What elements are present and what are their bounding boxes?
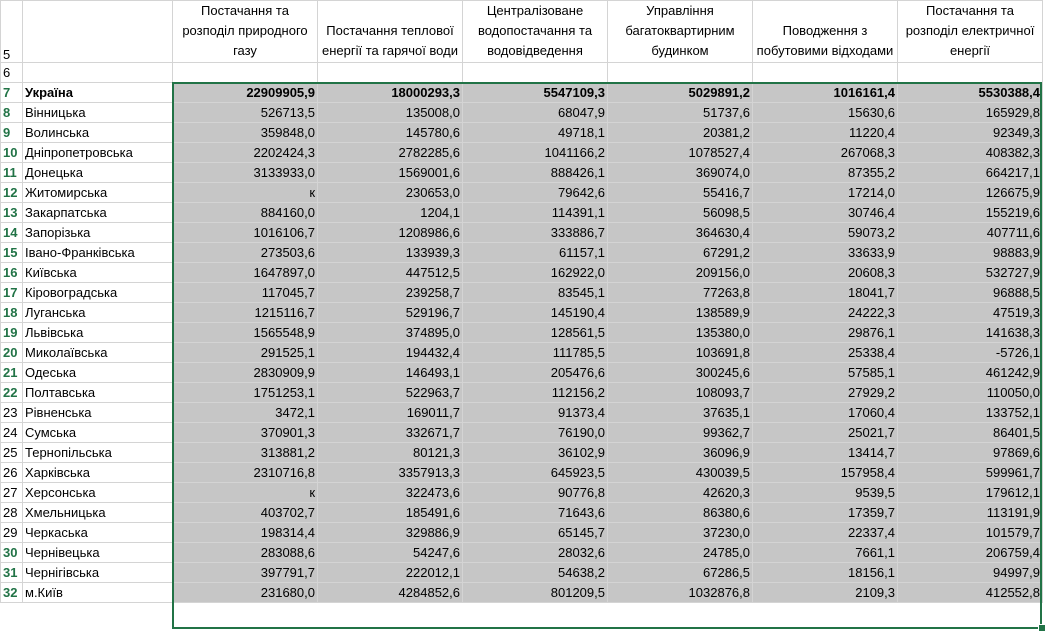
total-row: [1, 83, 1043, 103]
table-row: [1, 543, 1043, 563]
value-cell[interactable]: 888426,1: [463, 163, 608, 183]
value-cell[interactable]: 29876,1: [753, 323, 898, 343]
value-cell[interactable]: 80121,3: [318, 443, 463, 463]
table-row: [1, 143, 1043, 163]
value-cell[interactable]: 37635,1: [608, 403, 753, 423]
table-row: [1, 123, 1043, 143]
row-number[interactable]: 30: [1, 543, 23, 563]
value-cell[interactable]: к: [173, 183, 318, 203]
value-cell[interactable]: 108093,7: [608, 383, 753, 403]
value-cell[interactable]: 169011,7: [318, 403, 463, 423]
value-cell[interactable]: 3357913,3: [318, 463, 463, 483]
value-cell[interactable]: 239258,7: [318, 283, 463, 303]
value-cell[interactable]: 165929,8: [898, 103, 1043, 123]
value-cell[interactable]: 179612,1: [898, 483, 1043, 503]
value-cell[interactable]: 49718,1: [463, 123, 608, 143]
value-cell[interactable]: 332671,7: [318, 423, 463, 443]
value-cell[interactable]: 36102,9: [463, 443, 608, 463]
value-cell[interactable]: 2310716,8: [173, 463, 318, 483]
value-cell[interactable]: 2830909,9: [173, 363, 318, 383]
row-number[interactable]: 6: [1, 63, 23, 83]
value-cell[interactable]: 87355,2: [753, 163, 898, 183]
cell[interactable]: [23, 63, 173, 83]
value-cell[interactable]: 1569001,6: [318, 163, 463, 183]
value-cell[interactable]: 801209,5: [463, 583, 608, 603]
value-cell[interactable]: 222012,1: [318, 563, 463, 583]
table-row: [1, 243, 1043, 263]
value-cell[interactable]: 2109,3: [753, 583, 898, 603]
row-number[interactable]: 16: [1, 263, 23, 283]
value-cell[interactable]: 1215116,7: [173, 303, 318, 323]
value-cell[interactable]: 96888,5: [898, 283, 1043, 303]
value-cell[interactable]: 267068,3: [753, 143, 898, 163]
value-cell[interactable]: 71643,6: [463, 503, 608, 523]
region-name-cell[interactable]: Харківська: [23, 463, 173, 483]
row-number[interactable]: 23: [1, 403, 23, 423]
cell[interactable]: [23, 1, 173, 63]
value-cell[interactable]: 447512,5: [318, 263, 463, 283]
value-cell[interactable]: 18000293,3: [318, 83, 463, 103]
region-name-cell[interactable]: Сумська: [23, 423, 173, 443]
table-row: [1, 203, 1043, 223]
value-cell[interactable]: 55416,7: [608, 183, 753, 203]
value-cell[interactable]: 162922,0: [463, 263, 608, 283]
table-row: [1, 383, 1043, 403]
value-cell[interactable]: 529196,7: [318, 303, 463, 323]
table-row: [1, 323, 1043, 343]
value-cell[interactable]: 141638,3: [898, 323, 1043, 343]
row-number[interactable]: 15: [1, 243, 23, 263]
value-cell[interactable]: 133752,1: [898, 403, 1043, 423]
column-header-cell[interactable]: Постачання та розподіл природного газу: [173, 1, 318, 63]
value-cell[interactable]: 145190,4: [463, 303, 608, 323]
row-number[interactable]: 7: [1, 83, 23, 103]
table-row: [1, 563, 1043, 583]
region-name-cell[interactable]: Житомирська: [23, 183, 173, 203]
value-cell[interactable]: 98883,9: [898, 243, 1043, 263]
row-number[interactable]: 27: [1, 483, 23, 503]
table-row: [1, 163, 1043, 183]
cell[interactable]: [753, 63, 898, 83]
value-cell[interactable]: 1032876,8: [608, 583, 753, 603]
row-number[interactable]: 10: [1, 143, 23, 163]
value-cell[interactable]: 33633,9: [753, 243, 898, 263]
region-name-cell[interactable]: Вінницька: [23, 103, 173, 123]
value-cell[interactable]: 291525,1: [173, 343, 318, 363]
row-number[interactable]: 22: [1, 383, 23, 403]
table-row: [1, 583, 1043, 603]
row-number[interactable]: 8: [1, 103, 23, 123]
table-row: [1, 263, 1043, 283]
value-cell[interactable]: 135380,0: [608, 323, 753, 343]
value-cell[interactable]: 532727,9: [898, 263, 1043, 283]
table-row: [1, 183, 1043, 203]
value-cell[interactable]: 22337,4: [753, 523, 898, 543]
value-cell[interactable]: 5530388,4: [898, 83, 1043, 103]
region-name-cell[interactable]: Запорізька: [23, 223, 173, 243]
row-number[interactable]: 17: [1, 283, 23, 303]
value-cell[interactable]: 67286,5: [608, 563, 753, 583]
cell[interactable]: [898, 63, 1043, 83]
column-header-cell[interactable]: Постачання теплової енергії та гарячої води: [318, 1, 463, 63]
value-cell[interactable]: 231680,0: [173, 583, 318, 603]
value-cell[interactable]: 11220,4: [753, 123, 898, 143]
value-cell[interactable]: 364630,4: [608, 223, 753, 243]
value-cell[interactable]: 28032,6: [463, 543, 608, 563]
row-number[interactable]: 11: [1, 163, 23, 183]
value-cell[interactable]: 333886,7: [463, 223, 608, 243]
value-cell[interactable]: 117045,7: [173, 283, 318, 303]
value-cell[interactable]: 461242,9: [898, 363, 1043, 383]
table-row: [1, 223, 1043, 243]
region-name-cell[interactable]: Полтавська: [23, 383, 173, 403]
value-cell[interactable]: 17214,0: [753, 183, 898, 203]
value-cell[interactable]: 103691,8: [608, 343, 753, 363]
value-cell[interactable]: 205476,6: [463, 363, 608, 383]
value-cell[interactable]: 56098,5: [608, 203, 753, 223]
value-cell[interactable]: 185491,6: [318, 503, 463, 523]
value-cell[interactable]: 157958,4: [753, 463, 898, 483]
table-row: [1, 283, 1043, 303]
value-cell[interactable]: 51737,6: [608, 103, 753, 123]
value-cell[interactable]: 79642,6: [463, 183, 608, 203]
value-cell[interactable]: 59073,2: [753, 223, 898, 243]
value-cell[interactable]: 3472,1: [173, 403, 318, 423]
region-name-cell[interactable]: Чернівецька: [23, 543, 173, 563]
value-cell[interactable]: 57585,1: [753, 363, 898, 383]
value-cell[interactable]: 86380,6: [608, 503, 753, 523]
value-cell[interactable]: 4284852,6: [318, 583, 463, 603]
value-cell[interactable]: 522963,7: [318, 383, 463, 403]
table-row: [1, 343, 1043, 363]
value-cell[interactable]: 1565548,9: [173, 323, 318, 343]
value-cell[interactable]: 114391,1: [463, 203, 608, 223]
region-name-cell[interactable]: Кіровоградська: [23, 283, 173, 303]
value-cell[interactable]: 99362,7: [608, 423, 753, 443]
table-row: [1, 403, 1043, 423]
value-cell[interactable]: 9539,5: [753, 483, 898, 503]
value-cell[interactable]: 42620,3: [608, 483, 753, 503]
value-cell[interactable]: 86401,5: [898, 423, 1043, 443]
value-cell[interactable]: 408382,3: [898, 143, 1043, 163]
value-cell[interactable]: 94997,9: [898, 563, 1043, 583]
region-name-cell[interactable]: м.Київ: [23, 583, 173, 603]
region-name-cell[interactable]: Херсонська: [23, 483, 173, 503]
value-cell[interactable]: 1208986,6: [318, 223, 463, 243]
value-cell[interactable]: 3133933,0: [173, 163, 318, 183]
value-cell[interactable]: 101579,7: [898, 523, 1043, 543]
value-cell[interactable]: 54638,2: [463, 563, 608, 583]
value-cell[interactable]: 126675,9: [898, 183, 1043, 203]
row-number[interactable]: 9: [1, 123, 23, 143]
value-cell[interactable]: 374895,0: [318, 323, 463, 343]
value-cell[interactable]: 430039,5: [608, 463, 753, 483]
row-number[interactable]: 13: [1, 203, 23, 223]
value-cell[interactable]: 209156,0: [608, 263, 753, 283]
row-number[interactable]: 14: [1, 223, 23, 243]
value-cell[interactable]: 359848,0: [173, 123, 318, 143]
row-number[interactable]: 18: [1, 303, 23, 323]
value-cell[interactable]: 111785,5: [463, 343, 608, 363]
row-number[interactable]: 19: [1, 323, 23, 343]
value-cell[interactable]: 7661,1: [753, 543, 898, 563]
row-number[interactable]: 32: [1, 583, 23, 603]
region-name-cell[interactable]: Одеська: [23, 363, 173, 383]
table-row: [1, 503, 1043, 523]
value-cell[interactable]: 645923,5: [463, 463, 608, 483]
value-cell[interactable]: 664217,1: [898, 163, 1043, 183]
value-cell[interactable]: 369074,0: [608, 163, 753, 183]
value-cell[interactable]: 273503,6: [173, 243, 318, 263]
table-row: [1, 423, 1043, 443]
region-name-cell[interactable]: Івано-Франківська: [23, 243, 173, 263]
value-cell[interactable]: 1016106,7: [173, 223, 318, 243]
value-cell[interactable]: 198314,4: [173, 523, 318, 543]
value-cell[interactable]: 884160,0: [173, 203, 318, 223]
value-cell[interactable]: 407711,6: [898, 223, 1043, 243]
table-row: [1, 523, 1043, 543]
value-cell[interactable]: 18041,7: [753, 283, 898, 303]
value-cell[interactable]: 2782285,6: [318, 143, 463, 163]
value-cell[interactable]: 1016161,4: [753, 83, 898, 103]
value-cell[interactable]: 92349,3: [898, 123, 1043, 143]
region-name-cell[interactable]: Закарпатська: [23, 203, 173, 223]
row-number[interactable]: 31: [1, 563, 23, 583]
value-cell[interactable]: 133939,3: [318, 243, 463, 263]
value-cell[interactable]: 1204,1: [318, 203, 463, 223]
value-cell[interactable]: 27929,2: [753, 383, 898, 403]
value-cell[interactable]: 17060,4: [753, 403, 898, 423]
value-cell[interactable]: 25338,4: [753, 343, 898, 363]
region-name-cell[interactable]: Хмельницька: [23, 503, 173, 523]
value-cell[interactable]: 13414,7: [753, 443, 898, 463]
value-cell[interactable]: 17359,7: [753, 503, 898, 523]
value-cell[interactable]: 36096,9: [608, 443, 753, 463]
table-row: [1, 303, 1043, 323]
value-cell[interactable]: 97869,6: [898, 443, 1043, 463]
row-number[interactable]: 5: [1, 1, 23, 63]
cell[interactable]: [318, 63, 463, 83]
value-cell[interactable]: 47519,3: [898, 303, 1043, 323]
region-name-cell[interactable]: Черкаська: [23, 523, 173, 543]
value-cell[interactable]: 112156,2: [463, 383, 608, 403]
table-row: [1, 483, 1043, 503]
value-cell[interactable]: 300245,6: [608, 363, 753, 383]
value-cell[interactable]: 412552,8: [898, 583, 1043, 603]
value-cell[interactable]: 194432,4: [318, 343, 463, 363]
value-cell[interactable]: 313881,2: [173, 443, 318, 463]
region-name-cell[interactable]: Україна: [23, 83, 173, 103]
value-cell[interactable]: 5547109,3: [463, 83, 608, 103]
value-cell[interactable]: 91373,4: [463, 403, 608, 423]
value-cell[interactable]: 135008,0: [318, 103, 463, 123]
value-cell[interactable]: 329886,9: [318, 523, 463, 543]
row-number[interactable]: 12: [1, 183, 23, 203]
value-cell[interactable]: 83545,1: [463, 283, 608, 303]
value-cell[interactable]: 206759,4: [898, 543, 1043, 563]
region-name-cell[interactable]: Миколаївська: [23, 343, 173, 363]
row-number[interactable]: 21: [1, 363, 23, 383]
table-row: [1, 463, 1043, 483]
value-cell[interactable]: 599961,7: [898, 463, 1043, 483]
column-header-cell[interactable]: Управління багатоквартирним будинком: [608, 1, 753, 63]
cell[interactable]: [608, 63, 753, 83]
value-cell[interactable]: 1647897,0: [173, 263, 318, 283]
table-row: [1, 103, 1043, 123]
value-cell[interactable]: 90776,8: [463, 483, 608, 503]
column-header-cell[interactable]: Постачання та розподіл електричної енергії: [898, 1, 1043, 63]
value-cell[interactable]: 138589,9: [608, 303, 753, 323]
value-cell[interactable]: 65145,7: [463, 523, 608, 543]
value-cell[interactable]: 370901,3: [173, 423, 318, 443]
table-row: [1, 443, 1043, 463]
value-cell[interactable]: 113191,9: [898, 503, 1043, 523]
column-header-cell[interactable]: Поводження з побутовими відходами: [753, 1, 898, 63]
value-cell[interactable]: 37230,0: [608, 523, 753, 543]
value-cell[interactable]: 61157,1: [463, 243, 608, 263]
region-name-cell[interactable]: Київська: [23, 263, 173, 283]
value-cell[interactable]: 526713,5: [173, 103, 318, 123]
value-cell[interactable]: 22909905,9: [173, 83, 318, 103]
header-row: [1, 1, 1043, 63]
cell[interactable]: [463, 63, 608, 83]
value-cell[interactable]: 24222,3: [753, 303, 898, 323]
row-number[interactable]: 29: [1, 523, 23, 543]
region-name-cell[interactable]: Дніпропетровська: [23, 143, 173, 163]
value-cell[interactable]: -5726,1: [898, 343, 1043, 363]
value-cell[interactable]: 1041166,2: [463, 143, 608, 163]
value-cell[interactable]: к: [173, 483, 318, 503]
value-cell[interactable]: 76190,0: [463, 423, 608, 443]
value-cell[interactable]: 67291,2: [608, 243, 753, 263]
value-cell[interactable]: 322473,6: [318, 483, 463, 503]
value-cell[interactable]: 68047,9: [463, 103, 608, 123]
column-header-cell[interactable]: Централізоване водопостачання та водовідведення: [463, 1, 608, 63]
value-cell[interactable]: 18156,1: [753, 563, 898, 583]
row-number[interactable]: 26: [1, 463, 23, 483]
row-number[interactable]: 25: [1, 443, 23, 463]
value-cell[interactable]: 145780,6: [318, 123, 463, 143]
table-row: [1, 363, 1043, 383]
value-cell[interactable]: 146493,1: [318, 363, 463, 383]
region-name-cell[interactable]: Донецька: [23, 163, 173, 183]
value-cell[interactable]: 397791,7: [173, 563, 318, 583]
value-cell[interactable]: 20608,3: [753, 263, 898, 283]
value-cell[interactable]: 128561,5: [463, 323, 608, 343]
value-cell[interactable]: 230653,0: [318, 183, 463, 203]
value-cell[interactable]: 15630,6: [753, 103, 898, 123]
region-name-cell[interactable]: Чернігівська: [23, 563, 173, 583]
region-name-cell[interactable]: Рівненська: [23, 403, 173, 423]
value-cell[interactable]: 20381,2: [608, 123, 753, 143]
row-number[interactable]: 24: [1, 423, 23, 443]
value-cell[interactable]: 403702,7: [173, 503, 318, 523]
value-cell[interactable]: 77263,8: [608, 283, 753, 303]
value-cell[interactable]: 54247,6: [318, 543, 463, 563]
value-cell[interactable]: 155219,6: [898, 203, 1043, 223]
region-name-cell[interactable]: Львівська: [23, 323, 173, 343]
region-name-cell[interactable]: Тернопільська: [23, 443, 173, 463]
value-cell[interactable]: 24785,0: [608, 543, 753, 563]
value-cell[interactable]: 1751253,1: [173, 383, 318, 403]
value-cell[interactable]: 5029891,2: [608, 83, 753, 103]
value-cell[interactable]: 2202424,3: [173, 143, 318, 163]
cell[interactable]: [173, 63, 318, 83]
row-number[interactable]: 20: [1, 343, 23, 363]
value-cell[interactable]: 110050,0: [898, 383, 1043, 403]
value-cell[interactable]: 283088,6: [173, 543, 318, 563]
row-number[interactable]: 28: [1, 503, 23, 523]
region-name-cell[interactable]: Волинська: [23, 123, 173, 143]
value-cell[interactable]: 25021,7: [753, 423, 898, 443]
empty-row: [1, 63, 1043, 83]
value-cell[interactable]: 1078527,4: [608, 143, 753, 163]
region-name-cell[interactable]: Луганська: [23, 303, 173, 323]
value-cell[interactable]: 30746,4: [753, 203, 898, 223]
fill-handle[interactable]: [1038, 624, 1046, 632]
